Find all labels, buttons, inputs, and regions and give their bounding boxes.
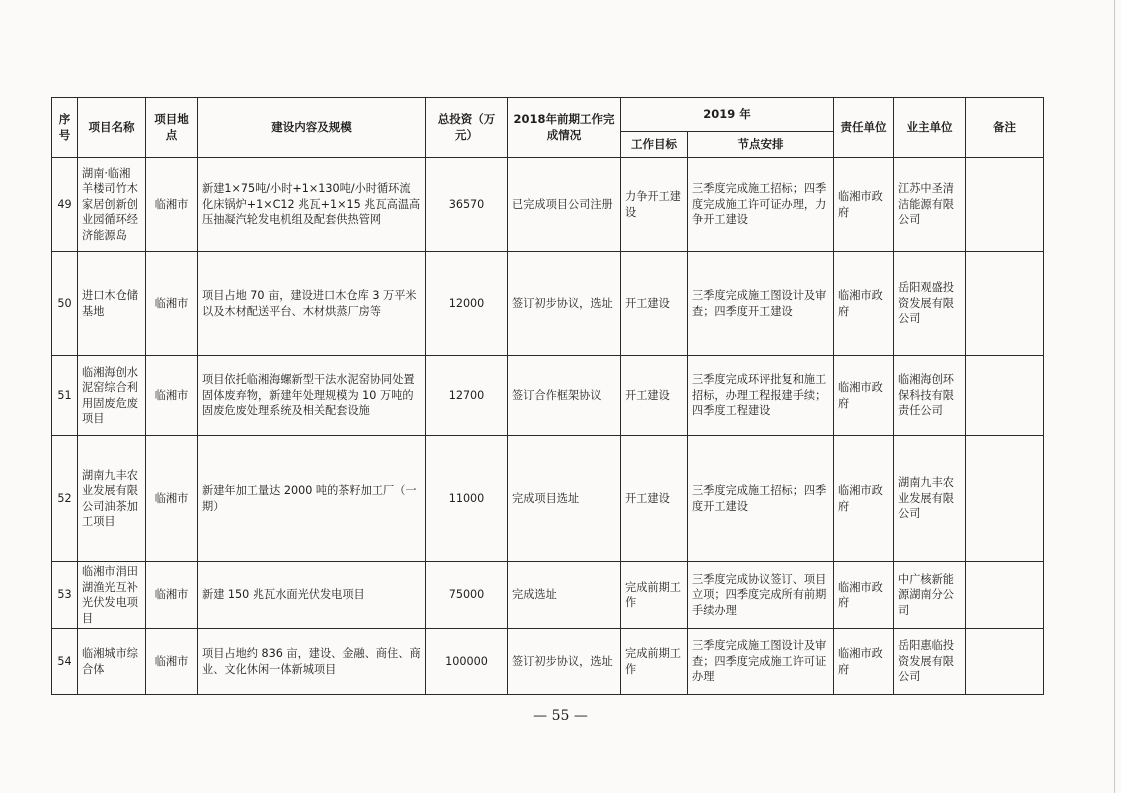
table-row bbox=[52, 629, 1044, 695]
cell-name: 湖南·临湘羊楼司竹木家居创新创业园循环经济能源岛 bbox=[78, 158, 146, 252]
cell-seq: 50 bbox=[52, 252, 78, 356]
col-header-seq: 序号 bbox=[52, 98, 78, 158]
cell-seq: 52 bbox=[52, 436, 78, 562]
cell-location: 临湘市 bbox=[146, 356, 198, 436]
cell-content: 项目占地约 836 亩，建设、金融、商住、商业、文化休闲一体新城项目 bbox=[198, 629, 426, 695]
cell-investment: 12700 bbox=[426, 356, 508, 436]
cell-name: 临湘市涓田湖渔光互补光伏发电项目 bbox=[78, 562, 146, 629]
cell-remarks bbox=[966, 356, 1044, 436]
cell-goal: 完成前期工作 bbox=[621, 629, 688, 695]
cell-investment: 100000 bbox=[426, 629, 508, 695]
cell-responsible: 临湘市政府 bbox=[834, 629, 894, 695]
cell-investment: 75000 bbox=[426, 562, 508, 629]
cell-goal: 开工建设 bbox=[621, 356, 688, 436]
header-row-1 bbox=[52, 98, 1044, 132]
cell-name: 临湘城市综合体 bbox=[78, 629, 146, 695]
cell-location: 临湘市 bbox=[146, 629, 198, 695]
col-header-goal: 工作目标 bbox=[621, 132, 688, 158]
cell-name: 临湘海创水泥窑综合利用固废危废项目 bbox=[78, 356, 146, 436]
cell-investment: 12000 bbox=[426, 252, 508, 356]
cell-goal: 完成前期工作 bbox=[621, 562, 688, 629]
cell-location: 临湘市 bbox=[146, 158, 198, 252]
cell-pre-work: 完成项目选址 bbox=[508, 436, 621, 562]
cell-remarks bbox=[966, 562, 1044, 629]
cell-seq: 51 bbox=[52, 356, 78, 436]
page-edge-line bbox=[1114, 0, 1115, 793]
table-row bbox=[52, 562, 1044, 629]
cell-remarks bbox=[966, 629, 1044, 695]
cell-investment: 36570 bbox=[426, 158, 508, 252]
page-number: — 55 — bbox=[533, 708, 588, 724]
cell-goal: 开工建设 bbox=[621, 252, 688, 356]
table-row bbox=[52, 356, 1044, 436]
cell-responsible: 临湘市政府 bbox=[834, 356, 894, 436]
table-row bbox=[52, 158, 1044, 252]
table-row bbox=[52, 436, 1044, 562]
col-header-name: 项目名称 bbox=[78, 98, 146, 158]
cell-pre-work: 签订初步协议，选址 bbox=[508, 252, 621, 356]
cell-responsible: 临湘市政府 bbox=[834, 562, 894, 629]
cell-location: 临湘市 bbox=[146, 252, 198, 356]
project-table bbox=[51, 97, 1044, 695]
cell-content: 项目依托临湘海螺新型干法水泥窑协同处置固体废弃物，新建年处理规模为 10 万吨的固废危废处理系统及相关配套设施 bbox=[198, 356, 426, 436]
col-header-schedule: 节点安排 bbox=[688, 132, 834, 158]
col-header-content: 建设内容及规模 bbox=[198, 98, 426, 158]
cell-remarks bbox=[966, 436, 1044, 562]
cell-content: 项目占地 70 亩，建设进口木仓库 3 万平米以及木材配送平台、木材烘蒸厂房等 bbox=[198, 252, 426, 356]
cell-remarks bbox=[966, 158, 1044, 252]
cell-seq: 49 bbox=[52, 158, 78, 252]
cell-content: 新建1×75吨/小时+1×130吨/小时循环流化床锅炉+1×C12 兆瓦+1×15 兆瓦高温高压抽凝汽轮发电机组及配套供热管网 bbox=[198, 158, 426, 252]
cell-content: 新建年加工量达 2000 吨的茶籽加工厂（一期） bbox=[198, 436, 426, 562]
col-header-owner: 业主单位 bbox=[894, 98, 966, 158]
cell-schedule: 三季度完成协议签订、项目立项；四季度完成所有前期手续办理 bbox=[688, 562, 834, 629]
cell-schedule: 三季度完成施工图设计及审查；四季度开工建设 bbox=[688, 252, 834, 356]
col-header-responsible: 责任单位 bbox=[834, 98, 894, 158]
cell-responsible: 临湘市政府 bbox=[834, 252, 894, 356]
cell-investment: 11000 bbox=[426, 436, 508, 562]
col-header-remarks: 备注 bbox=[966, 98, 1044, 158]
cell-goal: 力争开工建设 bbox=[621, 158, 688, 252]
col-header-year-group: 2019 年 bbox=[621, 98, 834, 132]
cell-owner: 中广核新能源湖南分公司 bbox=[894, 562, 966, 629]
cell-seq: 53 bbox=[52, 562, 78, 629]
cell-owner: 岳阳惠临投资发展有限公司 bbox=[894, 629, 966, 695]
cell-owner: 湖南九丰农业发展有限公司 bbox=[894, 436, 966, 562]
cell-schedule: 三季度完成施工招标；四季度开工建设 bbox=[688, 436, 834, 562]
cell-location: 临湘市 bbox=[146, 562, 198, 629]
cell-pre-work: 已完成项目公司注册 bbox=[508, 158, 621, 252]
table-row bbox=[52, 252, 1044, 356]
col-header-investment: 总投资（万元） bbox=[426, 98, 508, 158]
cell-name: 湖南九丰农业发展有限公司油茶加工项目 bbox=[78, 436, 146, 562]
cell-content: 新建 150 兆瓦水面光伏发电项目 bbox=[198, 562, 426, 629]
cell-owner: 临湘海创环保科技有限责任公司 bbox=[894, 356, 966, 436]
col-header-pre-work: 2018年前期工作完成情况 bbox=[508, 98, 621, 158]
cell-pre-work: 签订初步协议，选址 bbox=[508, 629, 621, 695]
cell-name: 进口木仓储基地 bbox=[78, 252, 146, 356]
cell-responsible: 临湘市政府 bbox=[834, 158, 894, 252]
cell-owner: 江苏中圣清洁能源有限公司 bbox=[894, 158, 966, 252]
cell-schedule: 三季度完成环评批复和施工招标，办理工程报建手续；四季度工程建设 bbox=[688, 356, 834, 436]
cell-goal: 开工建设 bbox=[621, 436, 688, 562]
cell-pre-work: 完成选址 bbox=[508, 562, 621, 629]
cell-responsible: 临湘市政府 bbox=[834, 436, 894, 562]
cell-pre-work: 签订合作框架协议 bbox=[508, 356, 621, 436]
cell-schedule: 三季度完成施工图设计及审查；四季度完成施工许可证办理 bbox=[688, 629, 834, 695]
cell-owner: 岳阳观盛投资发展有限公司 bbox=[894, 252, 966, 356]
col-header-location: 项目地点 bbox=[146, 98, 198, 158]
cell-location: 临湘市 bbox=[146, 436, 198, 562]
cell-schedule: 三季度完成施工招标；四季度完成施工许可证办理，力争开工建设 bbox=[688, 158, 834, 252]
cell-remarks bbox=[966, 252, 1044, 356]
cell-seq: 54 bbox=[52, 629, 78, 695]
